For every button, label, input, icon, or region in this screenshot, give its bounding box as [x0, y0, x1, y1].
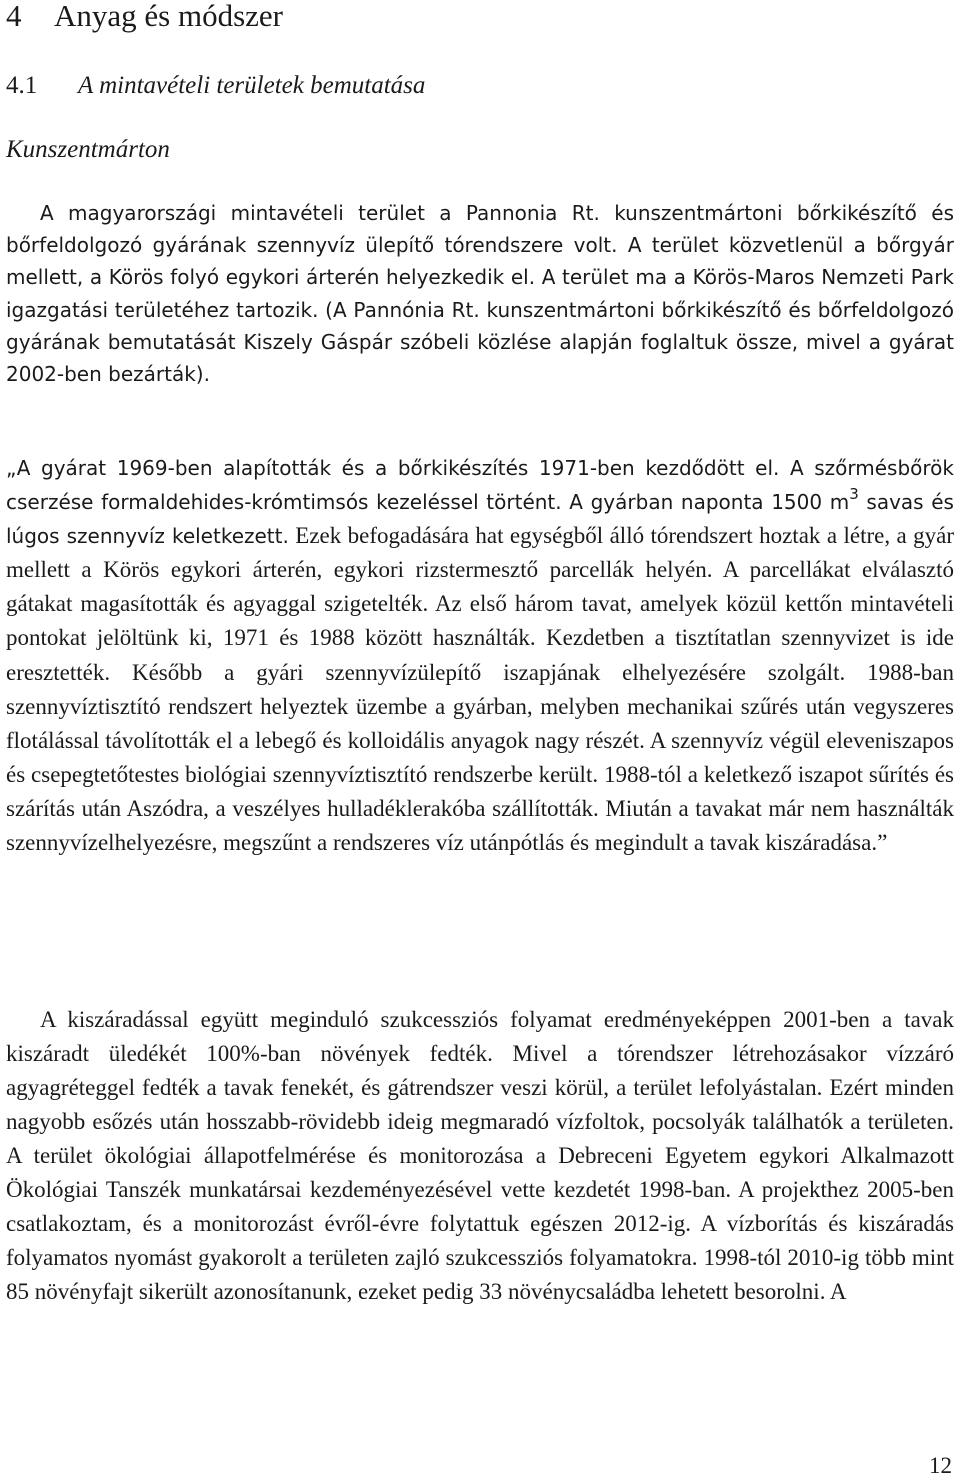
chapter-title: Anyag és módszer — [54, 0, 283, 33]
page-number: 12 — [929, 1453, 952, 1478]
paragraph-intro-text: A magyarországi mintavételi terület a Pannonia Rt. kunszentmártoni bőrkikészítő és bőrfeldolgozó gyárának szennyvíz ülepítő tórendszere volt. A terület közvetlenül a bőrgyár mellett, a Körös folyó egykori árterén helyezkedik el. A terület ma a Körös-Maros Nemzeti Park igazgatási területéhez tartozik. (A Pannónia Rt. kunszentmártoni bőrkikészítő és bőrfeldolgozó gyárának bemutatását Kiszely Gáspár szóbeli közlése alapján foglaltuk össze, mivel a gyárat 2002-ben bezárták). — [6, 201, 954, 387]
quote-text-tail: Ezek befogadására hat egységből álló tórendszert hoztak a létre, a gyár mellett a Körös egykori árterén, egykori rizstermesztő parcellák helyén. A parcellákat elválasztó gátakat magasították és agyaggal szigetelték. Az első három tavat, amelyek közül kettőn mintavételi pontokat jelöltünk ki, 1971 és 1988 között használták. Kezdetben a tisztítatlan szennyvizet is ide eresztették. Később a gyári szennyvízülepítő iszapjának elhelyezésére szolgált. 1988-ban szennyvíztisztító rendszert helyeztek üzembe a gyárban, melyben mechanikai szűrés után vegyszeres flotálással távolították el a lebegő és kolloidális anyagok nagy részét. A szennyvíz végül eleveniszapos és csepegtetőtestes biológiai szennyvíztisztító rendszerbe került. 1988-tól a keletkező iszapot sűrítés és szárítás után Aszódra, a veszélyes hulladéklerakóba szállították. Miután a tavakat már nem használták szennyvízelhelyezésre, megszűnt a rendszeres víz utánpótlás és megindult a tavak kiszáradása.” — [6, 523, 954, 856]
paragraph-intro — [6, 197, 954, 390]
paragraph-quote — [6, 451, 954, 860]
quote-text-mid: savas és lúgos szennyvíz keletkezett. — [6, 490, 954, 549]
section-title: A mintavételi területek bemutatása — [78, 72, 426, 99]
quote-text-start: „A gyárat 1969-ben alapították és a bőrkikészítés 1971-ben kezdődött el. A szőrmésbőrök cserzése formaldehides-krómtimsós kezeléssel történt. A gyárban naponta 1500 m — [6, 456, 954, 515]
subsection-heading: Kunszentmárton — [6, 136, 170, 163]
paragraph-succession — [6, 1003, 954, 1309]
section-heading — [6, 66, 425, 106]
chapter-number: 4 — [6, 0, 22, 33]
superscript-three: 3 — [849, 485, 859, 504]
paragraph-succession-text: A kiszáradással együtt meginduló szukcessziós folyamat eredményeképpen 2001-ben a tavak kiszáradt üledékét 100%-ban növények fedték. Mivel a tórendszer létrehozásakor vízzáró agyagréteggel fedték a tavak fenekét, és gátrendszer veszi körül, a terület lefolyástalan. Ezért minden nagyobb esőzés után hosszabb-rövidebb ideig megmaradó vízfoltok, pocsolyák találhatók a területen. A terület ökológiai állapotfelmérése és monitorozása a Debreceni Egyetem egykori Alkalmazott Ökológiai Tanszék munkatársai kezdeményezésével vette kezdetét 1998-ban. A projekthez 2005-ben csatlakoztam, és a monitorozást évről-évre folytattuk egészen 2012-ig. A vízborítás és kiszáradás folyamatos nyomást gyakorolt a területen zajló szukcessziós folyamatokra. 1998-tól 2010-ig több mint 85 növényfajt sikerült azonosítanunk, ezeket pedig 33 növénycsaládba lehetett besorolni. A — [6, 1007, 954, 1304]
chapter-heading — [6, 0, 283, 38]
section-number: 4.1 — [6, 72, 38, 99]
